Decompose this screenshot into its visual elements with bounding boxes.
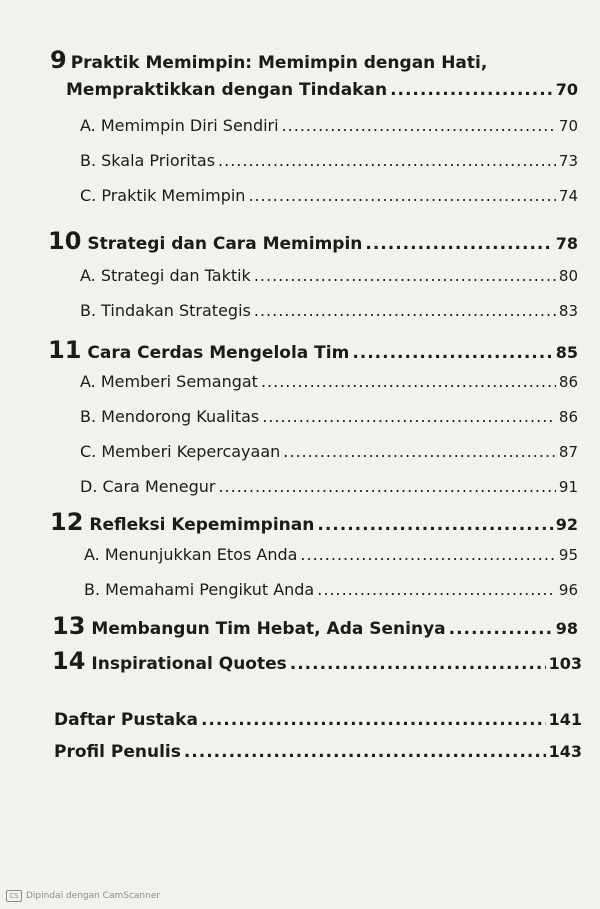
chapter-title: Strategi dan Cara Memimpin [87,234,363,254]
page-number: 78 [555,234,578,253]
dot-leader [248,186,555,205]
chapter-11-entry [48,336,578,364]
dot-leader [449,619,553,639]
dot-leader [290,654,546,674]
page-number: 98 [555,619,578,638]
subentry-label: B. Mendorong Kualitas [80,407,260,426]
back-matter-entry [54,742,582,762]
subentry-label: A. Menunjukkan Etos Anda [84,545,298,564]
subentry-label: A. Memimpin Diri Sendiri [80,116,279,135]
page-number: 74 [558,187,578,205]
toc-subentry [80,301,578,320]
subentry-label: B. Skala Prioritas [80,151,216,170]
toc-subentry [80,151,578,170]
subentry-label: C. Memberi Kepercayaan [80,442,281,461]
subentry-label: A. Strategi dan Taktik [80,266,251,285]
chapter-title: Inspirational Quotes [91,654,287,674]
page-number: 73 [558,152,578,170]
chapter-number: 11 [48,336,82,364]
toc-subentry [80,477,578,496]
chapter-title: Refleksi Kepemimpinan [89,515,315,535]
subentry-label: A. Memberi Semangat [80,372,258,391]
back-matter-title: Profil Penulis [54,742,181,762]
chapter-number: 14 [52,647,86,675]
back-matter-entry [54,710,582,730]
dot-leader [300,545,555,564]
dot-leader [262,407,556,426]
toc-subentry [84,580,578,599]
dot-leader [390,80,553,100]
page-number: 70 [555,80,578,99]
chapter-9-title-line1 [50,46,487,74]
dot-leader [365,234,552,254]
page-number: 143 [548,742,582,761]
toc-subentry [80,186,578,205]
chapter-title: Cara Cerdas Mengelola Tim [87,343,350,363]
dot-leader [218,151,556,170]
page-number: 92 [555,515,578,534]
dot-leader [218,477,555,496]
toc-subentry [84,545,578,564]
page-number: 96 [558,581,578,599]
subentry-label: B. Tindakan Strategis [80,301,251,320]
chapter-13-entry [52,612,578,640]
camscanner-icon: CS [6,890,22,902]
subentry-label: D. Cara Menegur [80,477,216,496]
chapter-number: 12 [50,508,84,536]
page-number: 95 [558,546,578,564]
toc-subentry [80,116,578,135]
toc-subentry [80,442,578,461]
dot-leader [317,515,552,535]
chapter-number: 13 [52,612,86,640]
page-number: 86 [558,408,578,426]
page-number: 80 [558,267,578,285]
subentry-label: C. Praktik Memimpin [80,186,246,205]
subentry-label: B. Memahami Pengikut Anda [84,580,315,599]
toc-subentry [80,372,578,391]
page-number: 85 [555,343,578,362]
chapter-title: Mempraktikkan dengan Tindakan [66,80,388,100]
scanner-watermark [6,890,160,902]
chapter-number: 10 [48,227,82,255]
page-number: 141 [548,710,582,729]
chapter-12-entry [50,508,578,536]
chapter-10-entry [48,227,578,255]
chapter-9-entry [66,80,578,100]
dot-leader [184,742,546,762]
dot-leader [201,710,546,730]
chapter-14-entry [52,647,582,675]
dot-leader [282,116,556,135]
dot-leader [261,372,556,391]
toc-subentry [80,266,578,285]
dot-leader [254,266,556,285]
page-number: 86 [558,373,578,391]
page-number: 91 [558,478,578,496]
chapter-title: Membangun Tim Hebat, Ada Seninya [91,619,446,639]
page-number: 103 [548,654,582,673]
dot-leader [352,343,552,363]
watermark-text: Dipindai dengan CamScanner [26,891,161,901]
toc-subentry [80,407,578,426]
dot-leader [283,442,556,461]
dot-leader [254,301,556,320]
chapter-number: 9 [50,46,67,74]
page-number: 70 [558,117,578,135]
page-number: 87 [558,443,578,461]
dot-leader [317,580,556,599]
chapter-title: Praktik Memimpin: Memimpin dengan Hati, [70,53,488,73]
back-matter-title: Daftar Pustaka [54,710,198,730]
page-number: 83 [558,302,578,320]
